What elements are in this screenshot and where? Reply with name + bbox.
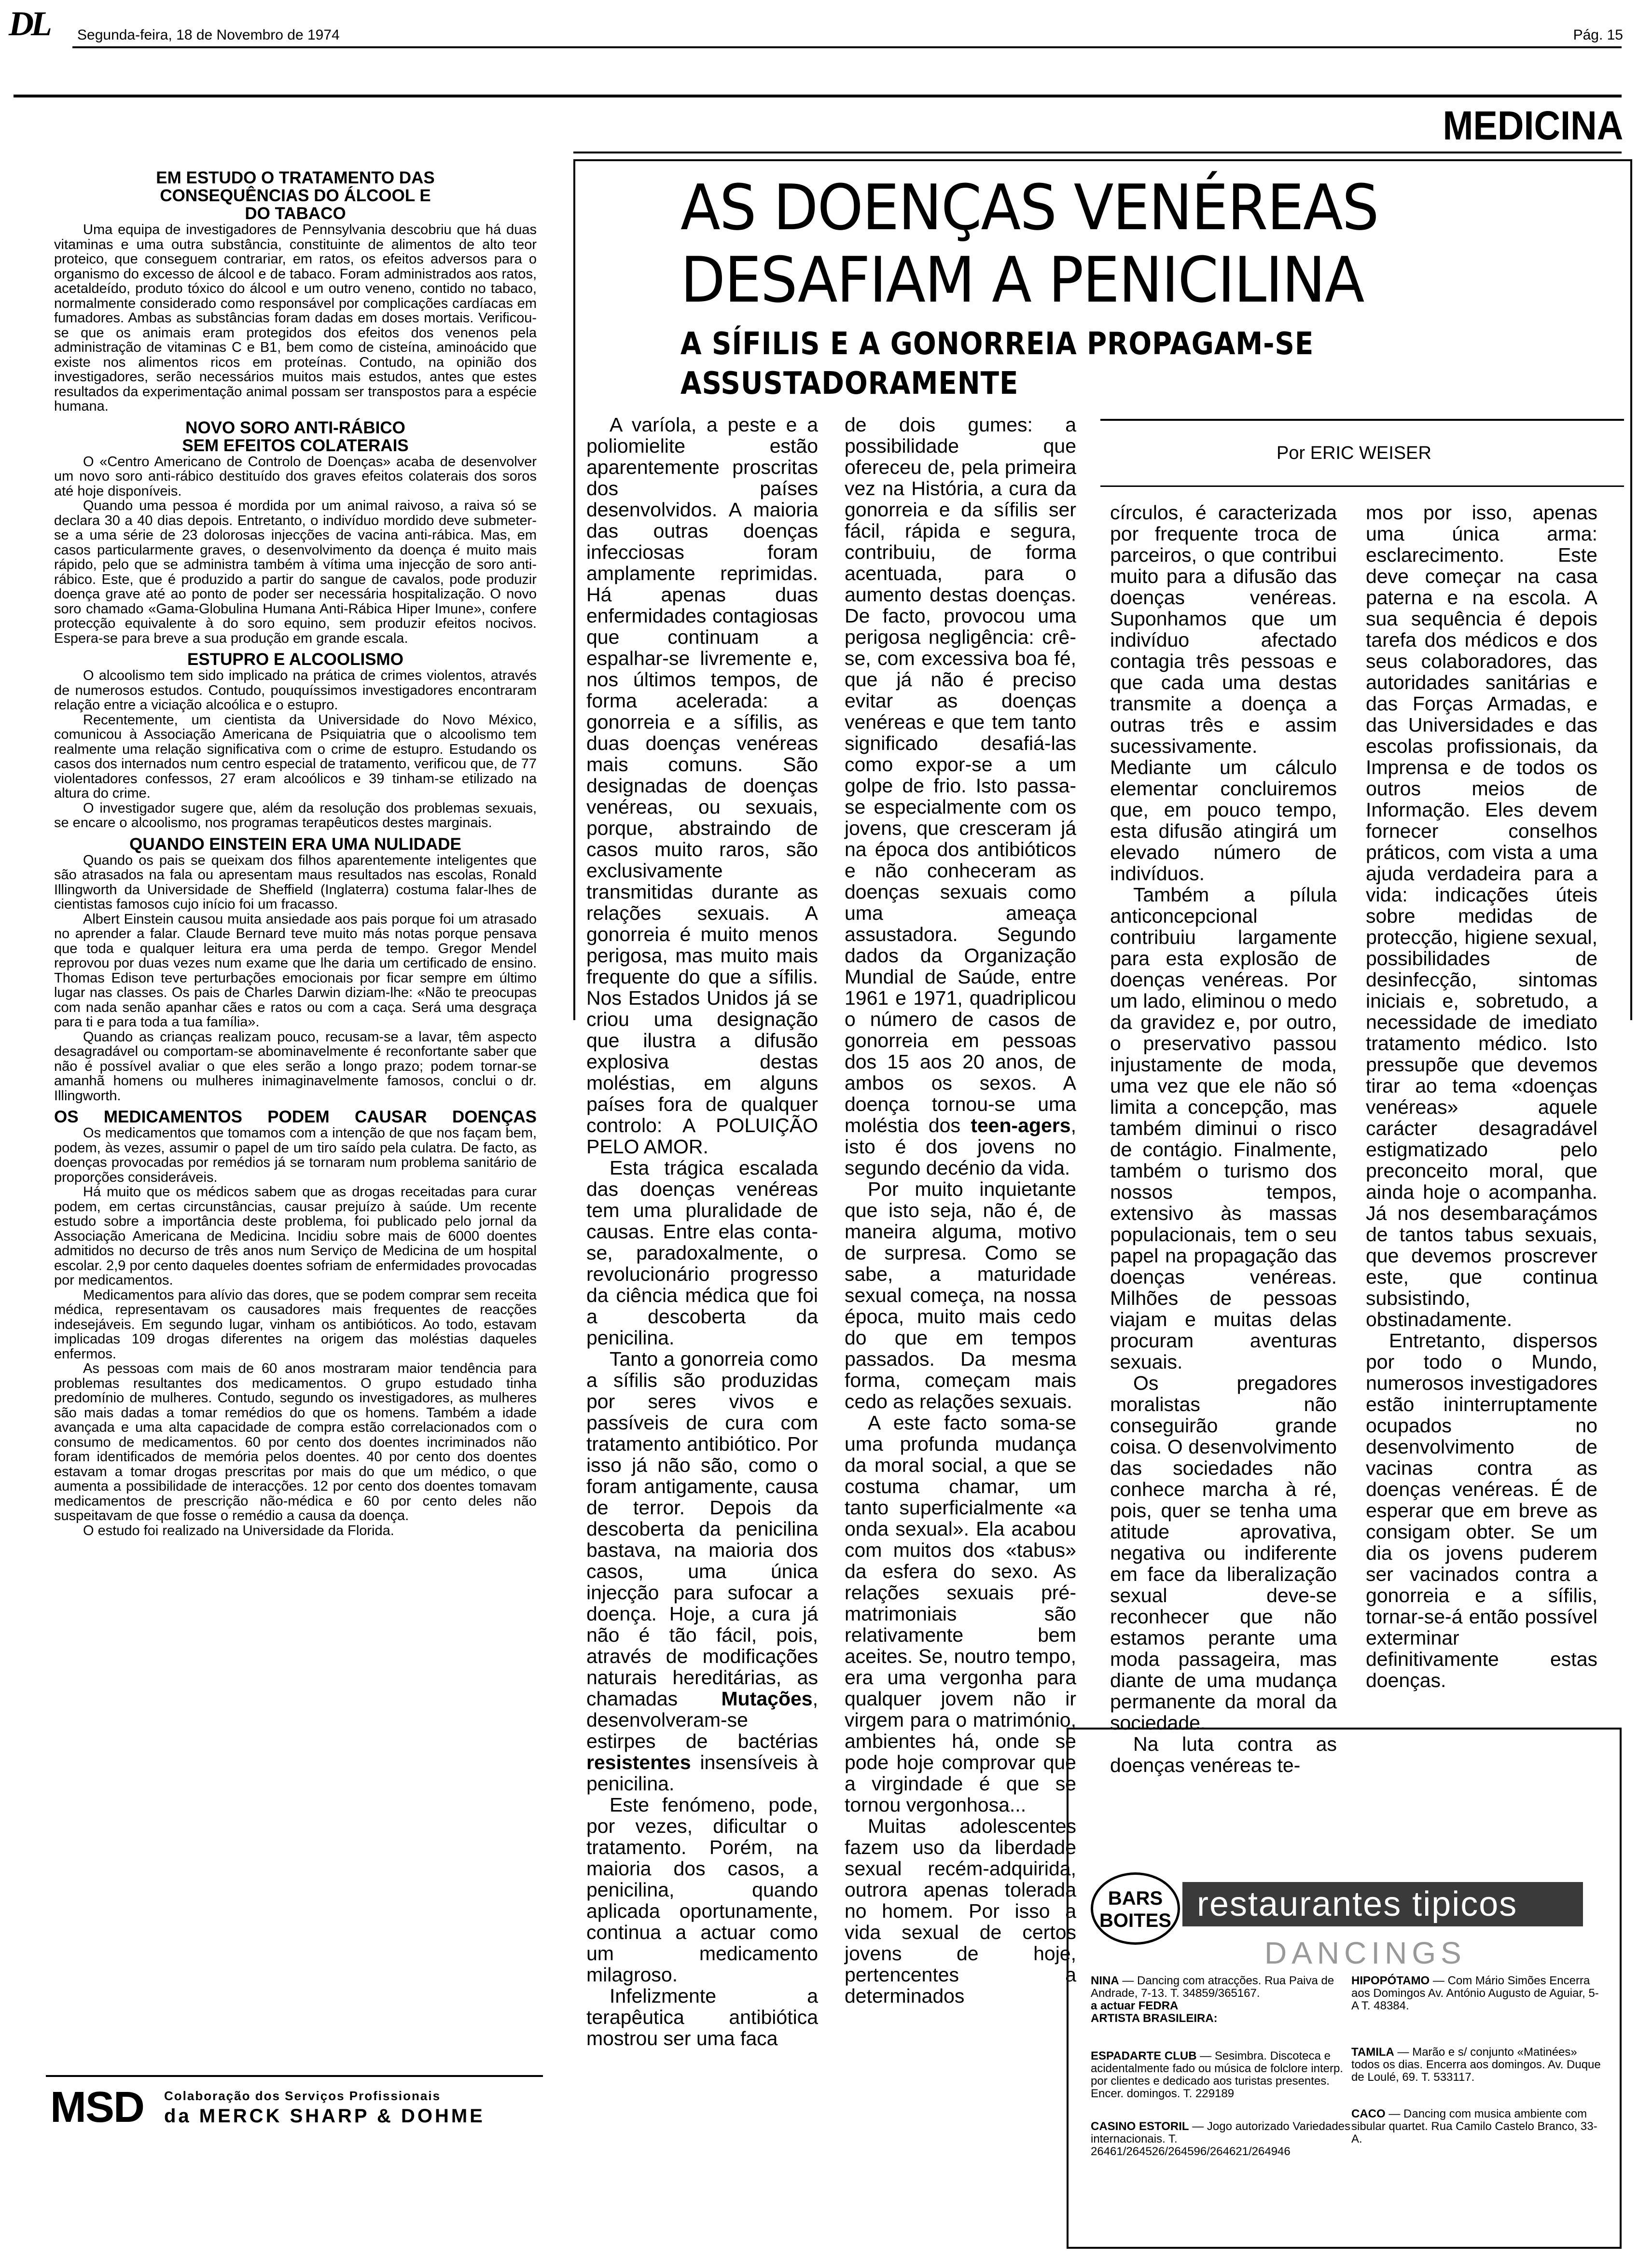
ad-right-listings bbox=[1351, 1975, 1602, 2145]
subheadline-line-1: A SÍFILIS E A GONORREIA PROPAGAM-SE bbox=[680, 326, 1314, 362]
listing-casino bbox=[1091, 2120, 1351, 2158]
col4-par-1: mos por isso, apenas uma única arma: esclarecimento. Este deve começar na casa paterna e na escola. A sua sequência é depois tarefa dos médicos e dos seus colaboradores, das autoridades sanitárias e das Forças Armadas, e das Universidades e das escolas profissionais, da Imprensa e de todos os outros meios de Informação. Eles devem fornecer conselhos práticos, com vista a uma ajuda verdadeira para a vida: indicações úteis sobre medidas de protecção, higiene sexual, possibilidades de desinfecção, sintomas iniciais e, sobretudo, a necessidade de imediato tratamento médico. Isto pressupõe que devemos tirar ao tema «doenças venéreas» aquele carácter desagradável estigmatizado pelo preconceito moral, que ainda hoje o acompanha. Já nos desembaraçámos de tantos tabus sexuais, que devemos proscrever este, que continua subsistindo, obstinadamente. bbox=[1366, 501, 1597, 1330]
sidebar-briefs bbox=[54, 164, 537, 2070]
byline-rule-bottom bbox=[1100, 485, 1624, 487]
brief-4-body-2: Albert Einstein causou muita ansiedade aos pais porque foi um atrasado no aprender a falar. Claude Bernard teve muito más notas porque pensava que toda e qualquer leitura era uma perda de tempo. Gregor Mendel reprovou por duas vezes num exame que lhe daria um certificado de ensino. Thomas Edison teve perturbações emocionais por ficar sempre em último lugar nas classes. Os pais de Charles Darwin diziam-lhe: «Não te preocupas com nada senão apanhar cães e ratos ou com a caça. Será uma desgraça para ti e para toda a tua família». bbox=[54, 911, 537, 1030]
listing-espadarte-text: — Sesimbra. Discoteca e acidentalmente fado ou música de folclore interp. por clientes e dedicado aos turistas presentes. Encer. domingos. T. 229189 bbox=[1091, 2049, 1343, 2100]
byline-rule-top bbox=[1100, 419, 1624, 421]
msd-logo: MSD bbox=[50, 2083, 144, 2131]
ad-left-listings bbox=[1091, 1975, 1351, 2158]
brief-5-body-5: O estudo foi realizado na Universidade da Florida. bbox=[83, 1522, 394, 1538]
col3-par-3: Os pregadores moralistas não conseguirão grande coisa. O desenvolvimento das sociedades não conhece marcha à ré, pois, quer se tenha uma atitude aprovativa, negativa ou indiferente em face da liberalização sexual deve-se reconhecer que não estamos perante uma moda passageira, mas diante de uma mudança permanente da moral da sociedade. bbox=[1110, 1372, 1337, 1734]
headline-line-2: DESAFIAM A PENICILINA bbox=[680, 243, 1364, 317]
listing-nina-extra-1: a actuar FEDRA bbox=[1091, 1999, 1179, 2012]
top-rule-left bbox=[14, 95, 573, 97]
brief-5-body-4: As pessoas com mais de 60 anos mostraram maior tendência para problemas resultantes dos medicamentos. O grupo estudado tinha predomínio de mulheres. Contudo, segundo os investigadores, as mulheres são mais dadas a tomar remédios do que os homens. Também a idade avançada e uma alta capacidade de compra estão correlacionados com o consumo de medicamentos. 60 por cento dos doentes incriminados não foram identificados de memória pelos doentes. 40 por cento dos doentes estavam a tomar drogas prescritas por mais do que um médico, o que aumenta a possibilidade de interacções. 12 por cento dos doentes tomavam medicamentos de prescrição não-médica e 60 por cento deles não suspeitavam de que fosse o remédio a causa da doença. bbox=[54, 1361, 537, 1523]
col3-par-1: círculos, é caracterizada por frequente troca de parceiros, o que contribui muito para a difusão das doenças venéreas. Suponhamos que um indivíduo afectado contagia três pessoas e que cada uma destas transmite a doença a outras três e assim sucessivamente. Mediante um cálculo elementar concluiremos que, em pouco tempo, esta difusão atingirá um elevado número de indivíduos. bbox=[1110, 501, 1337, 885]
article-column-4 bbox=[1366, 501, 1597, 1691]
newspaper-logo: DL bbox=[9, 4, 49, 43]
listing-nina bbox=[1091, 1975, 1351, 2000]
listing-hipopotamo bbox=[1351, 1975, 1602, 2012]
col1-par-3-bold: Mutações bbox=[721, 1688, 813, 1710]
listing-tamila-name: TAMILA bbox=[1351, 2046, 1394, 2059]
listing-tamila-text: — Marão e s/ conjunto «Matinées» todos os dias. Encerra aos domingos. Av. Duque de Loulé, 69. T. 533117. bbox=[1351, 2046, 1601, 2084]
col2-par-1-bold: teen-agers bbox=[971, 1114, 1071, 1136]
col1-par-3-text: Tanto a gonorreia como a sífilis são produzidas por seres vivos e passíveis de cura com tratamento antibiótico. Por isso já não são, como o foram antigamente, causa de terror. Depois da descoberta da penicilina bastava, na maioria dos casos, uma única injecção para sufocar a doença. Hoje, a cura já não é tão fácil, pois, através de modificações naturais hereditárias, as chamadas bbox=[586, 1348, 818, 1710]
col3-par-2: Também a pílula anticoncepcional contribuiu largamente para esta explosão de doenças venéreas. Por um lado, eliminou o medo da gravidez e, por outro, o preservativo passou injustamente de moda, uma vez que ele não só limita a concepção, mas também diminui o risco de contágio. Finalmente, também o turismo dos nossos tempos, extensivo às massas populacionais, tem o seu papel na propagação das doenças venéreas. Milhões de pessoas viajam e muitas delas procuram aventuras sexuais. bbox=[1110, 884, 1337, 1373]
listing-espadarte-name: ESPADARTE CLUB bbox=[1091, 2049, 1197, 2062]
listing-tamila bbox=[1351, 2046, 1602, 2084]
brief-3-body-2: Recentemente, um cientista da Universidade do Novo México, comunicou à Associação Americana de Psiquiatria que o alcoolismo tem realmente uma relação significativa com o crime de estupro. Estudando os casos dos internados num centro especial de tratamento, verificou que, de 77 violentadores confessos, 27 eram alcoólicos e 39 tinham-se etilizado na altura do crime. bbox=[54, 712, 537, 801]
col1-par-3 bbox=[586, 1348, 818, 1794]
byline: Por ERIC WEISER bbox=[1277, 443, 1431, 463]
col1-par-3-end-2: insensíveis à penicilina. bbox=[586, 1751, 818, 1795]
brief-3-body-3: O investigador sugere que, além da resolução dos problemas sexuais, se encare o alcoolismo, nos programas terapêuticos destes marginais. bbox=[54, 800, 537, 830]
listing-casino-text: — Jogo autorizado Variedades internacionais. T. 26461/264526/264596/264621/264946 bbox=[1091, 2120, 1351, 2158]
article-column-1 bbox=[586, 414, 818, 2253]
article-column-2 bbox=[845, 414, 1076, 2253]
sidebar-bottom-rule bbox=[46, 2075, 543, 2077]
bars-boites-badge bbox=[1091, 1872, 1180, 1945]
dancings-label: DANCINGS bbox=[1264, 1936, 1466, 1970]
col4-par-2: Entretanto, dispersos por todo o Mundo, numerosos investigadores estão ininterruptamente ocupados no desenvolvimento de vacinas contra as doenças venéreas. É de esperar que em breve as consigam obter. Se um dia os jovens puderem ser vacinados contra a gonorreia e a sífilis, tornar-se-á então possível exterminar definitivamente estas doenças. bbox=[1366, 1329, 1597, 1691]
badge-line-2: BOITES bbox=[1099, 1910, 1171, 1931]
brief-2-body-2: Quando uma pessoa é mordida por um animal raivoso, a raiva só se declara 30 a 40 dias depois. Entretanto, o indivíduo mordido deve submeter-se a uma série de 23 dolorosas injecções de vacina anti-rábica. Mas, em casos particularmente graves, o desenvolvimento da doença é muito mais rápido, pelo que se administra também à vítima uma injecção de soro anti-rábico. Este, que é produzido a partir do sangue de cavalos, pode produzir doença grave até ao ponto de poder ser necessária hospitalização. O novo soro chamado «Gama-Globulina Humana Anti-Rábica Hiper Imune», confere protecção equivalente à do soro equino, sem produzir efeitos nocivos. Espera-se para breve a sua produção em grande escala. bbox=[54, 498, 537, 646]
brief-2-body-1: O «Centro Americano de Controlo de Doenças» acaba de desenvolver um novo soro anti-rábico destituído dos graves efeitos colaterais dos soros até hoje disponíveis. bbox=[54, 454, 537, 499]
brief-5-title: OS MEDICAMENTOS PODEM CAUSAR DOENÇAS bbox=[54, 1107, 537, 1126]
col2-par-2: Por muito inquietante que isto seja, não é, de maneira alguma, motivo de surpresa. Como se sabe, a maturidade sexual começa, na nossa época, muito mais cedo do que em tempos passados. Da mesma forma, começam mais cedo as relações sexuais. bbox=[845, 1178, 1076, 1412]
restaurants-banner: restaurantes tipicos bbox=[1182, 1882, 1583, 1926]
col1-par-3-end: , desenvolveram-se estirpes de bactérias bbox=[586, 1688, 818, 1752]
badge-line-1: BARS bbox=[1108, 1888, 1163, 1909]
brief-2-title: NOVO SORO ANTI-RÁBICO SEM EFEITOS COLATERAIS bbox=[182, 418, 409, 455]
listing-hipopotamo-name: HIPOPÓTAMO bbox=[1351, 1974, 1430, 1987]
col2-par-4: Muitas adolescentes fazem uso da liberdade sexual recém-adquirida, outrora apenas tolerada no homem. Por isso a vida sexual de certos jovens de hoje, pertencentes a determinados bbox=[845, 1815, 1076, 2007]
col2-par-1 bbox=[845, 414, 1076, 1178]
col3-par-4: Na luta contra as doenças venéreas te- bbox=[1110, 1733, 1337, 1776]
listing-nina-extra-2: ARTISTA BRASILEIRA: bbox=[1091, 2012, 1218, 2025]
brief-3-title: ESTUPRO E ALCOOLISMO bbox=[187, 650, 403, 669]
brief-4-body-1: Quando os pais se queixam dos filhos aparentemente inteligentes que são atrasados na fala ou apresentam maus resultados nas escolas, Ronald Illingworth da Universidade de Sheffield (Inglaterra) costuma falar-lhes de cientistas famosos cujo início foi um fracasso. bbox=[54, 852, 537, 912]
listing-caco-text: — Dancing com musica ambiente com sibular quartet. Rua Camilo Castelo Branco, 33-A. bbox=[1351, 2107, 1597, 2145]
header-rule bbox=[72, 46, 1622, 48]
msd-credit-line-1: Colaboração dos Serviços Profissionais bbox=[164, 2089, 441, 2103]
dateline: Segunda-feira, 18 de Novembro de 1974 bbox=[77, 27, 340, 43]
listing-espadarte bbox=[1091, 2050, 1351, 2100]
section-title: MEDICINA bbox=[1443, 103, 1623, 148]
col1-par-5: Infelizmente a terapêutica antibiótica mostrou ser uma faca bbox=[586, 1985, 818, 2049]
brief-5-body-3: Medicamentos para alívio das dores, que se podem comprar sem receita médica, representavam os causadores mais frequentes de reacções indesejáveis. Em segundo lugar, vinham os antibióticos. Ao todo, estavam implicadas 109 drogas diferentes na origem das moléstias daqueles enfermos. bbox=[54, 1287, 537, 1362]
listing-hipopotamo-text: — Com Mário Simões Encerra aos Domingos Av. António Augusto de Aguiar, 5-A T. 48384. bbox=[1351, 1974, 1599, 2012]
listing-nina-name: NINA bbox=[1091, 1974, 1119, 1987]
listing-caco-name: CACO bbox=[1351, 2107, 1386, 2120]
listing-casino-name: CASINO ESTORIL bbox=[1091, 2120, 1189, 2133]
headline-line-1: AS DOENÇAS VENÉREAS bbox=[680, 171, 1378, 244]
section-underline bbox=[573, 152, 1622, 153]
col2-par-3: A este facto soma-se uma profunda mudança da moral social, a que se costuma chamar, um tanto superficialmente «a onda sexual». Ela acabou com muitos dos «tabus» da esfera do sexo. As relações sexuais pré-matrimoniais são relativamente bem aceites. Se, noutro tempo, era uma vergonha para qualquer jovem não ir virgem para o matrimónio, ambientes há, onde se pode hoje comprovar que a virgindade é que se tornou vergonhosa... bbox=[845, 1412, 1076, 1816]
col1-par-4: Este fenómeno, pode, por vezes, dificultar o tratamento. Porém, na maioria dos casos, a penicilina, quando aplicada oportunamente, continua a actuar como um medicamento milagroso. bbox=[586, 1794, 818, 1986]
brief-3-body-1: O alcoolismo tem sido implicado na prática de crimes violentos, através de numerosos estudos. Contudo, pouquíssimos investigadores encontraram relação entre a viciação alcoólica e o estupro. bbox=[54, 668, 537, 713]
col2-par-1-text: de dois gumes: a possibilidade que ofereceu de, pela primeira vez na História, a cura da gonorreia e da sífilis ser fácil, rápida e segura, contribuiu, de forma acentuada, para o aumento destas doenças. De facto, provocou uma perigosa negligência: crê-se, com excessiva boa fé, que já não é preciso evitar as doenças venéreas e que tem tanto significado desafiá-las como expor-se a um golpe de frio. Isto passa-se especialmente com os jovens, que cresceram já na época dos antibióticos e não conheceram as doenças sexuais como uma ameaça assustadora. Segundo dados da Organização Mundial de Saúde, entre 1961 e 1971, quadriplicou o número de casos de gonorreia em pessoas dos 15 aos 20 anos, de ambos os sexos. A doença tornou-se uma moléstia dos bbox=[845, 414, 1076, 1136]
page-number: Pág. 15 bbox=[1573, 27, 1623, 43]
brief-4-body-3: Quando as crianças realizam pouco, recusam-se a lavar, têm aspecto desagradável ou comportam-se abominavelmente é reconfortante saber que não é possível avaliar o que eles serão a longo prazo; podem tornar-se amanhã homens ou mulheres inimaginavelmente famosos, conclui o dr. Illingworth. bbox=[54, 1029, 537, 1104]
listing-nina-text: — Dancing com atracções. Rua Paiva de Andrade, 7-13. T. 34859/365167. bbox=[1091, 1974, 1334, 2000]
col2-par-1-end: , isto é dos jovens no segundo decénio da vida. bbox=[845, 1114, 1076, 1179]
col1-par-3-bold-2: resistentes bbox=[586, 1751, 691, 1773]
brief-5-body-1: Os medicamentos que tomamos com a intenção de que nos façam bem, podem, às vezes, assumir o papel de um tiro saído pela culatra. De facto, as doenças provocadas por remédios já se tornaram num problema sanitário de proporções consideráveis. bbox=[54, 1125, 537, 1185]
brief-4-title: QUANDO EINSTEIN ERA UMA NULIDADE bbox=[129, 834, 461, 854]
col1-par-2: Esta trágica escalada das doenças venéreas tem uma pluralidade de causas. Entre elas conta-se, paradoxalmente, o revolucionário progresso da ciência médica que foi a descoberta da penicilina. bbox=[586, 1157, 818, 1349]
brief-1-title: EM ESTUDO O TRATAMENTO DAS CONSEQUÊNCIAS DO ÁLCOOL E DO TABACO bbox=[156, 168, 435, 223]
brief-5-body-2: Há muito que os médicos sabem que as drogas receitadas para curar podem, em certas circunstâncias, causar prejuízo à saúde. Um recente estudo sobre a importância deste problema, foi publicado pelo jornal da Associação Americana de Medicina. Incidiu sobre mais de 6000 doentes admitidos no decurso de três anos num Serviço de Medicina de um hospital escolar. 2,9 por cento daqueles doentes sofriam de enfermidades provocadas por medicamentos. bbox=[54, 1184, 537, 1288]
subheadline-line-2: ASSUSTADORAMENTE bbox=[680, 366, 1019, 401]
listing-caco bbox=[1351, 2108, 1602, 2145]
top-rule-right bbox=[573, 95, 1622, 97]
msd-credit-line-2: da MERCK SHARP & DOHME bbox=[164, 2105, 485, 2127]
article-column-3 bbox=[1110, 501, 1337, 1776]
col1-par-1: A varíola, a peste e a poliomielite estão aparentemente proscritas dos países desenvolvidos. A maioria das outras doenças infecciosas foram amplamente reprimidas. Há apenas duas enfermidades contagiosas que continuam a espalhar-se livremente e, nos últimos tempos, de forma acelerada: a gonorreia e a sífilis, as duas doenças venéreas mais comuns. São designadas de doenças venéreas, ou sexuais, porque, abstraindo de casos muito raros, são exclusivamente transmitidas durante as relações sexuais. A gonorreia é muito menos perigosa, mas muito mais frequente do que a sífilis. Nos Estados Unidos já se criou uma designação que ilustra a difusão explosiva destas moléstias, em alguns países fora de qualquer controlo: A POLUIÇÃO PELO AMOR. bbox=[586, 414, 818, 1158]
brief-1-body: Uma equipa de investigadores de Pennsylvania descobriu que há duas vitaminas e uma outra substância, constituinte de alimentos de alto teor proteico, que conseguem contrariar, em ratos, os efeitos adversos para o organismo do excesso de álcool e de tabaco. Foram administrados aos ratos, acetaldeído, produto tóxico do álcool e um outro veneno, contido no tabaco, normalmente considerado como responsável por complicações cardíacas em fumadores. Ambas as substâncias foram dadas em doses mortais. Verificou-se que os animais eram protegidos dos efeitos dos venenos pela administração de vitaminas C e B1, bem como de cisteína, aminoácido que existe nos alimentos ricos em proteínas. Contudo, na opinião dos investigadores, serão necessários muitos mais estudos, antes que estes resultados da experimentação animal possam ser transpostos para a espécie humana. bbox=[54, 222, 537, 414]
